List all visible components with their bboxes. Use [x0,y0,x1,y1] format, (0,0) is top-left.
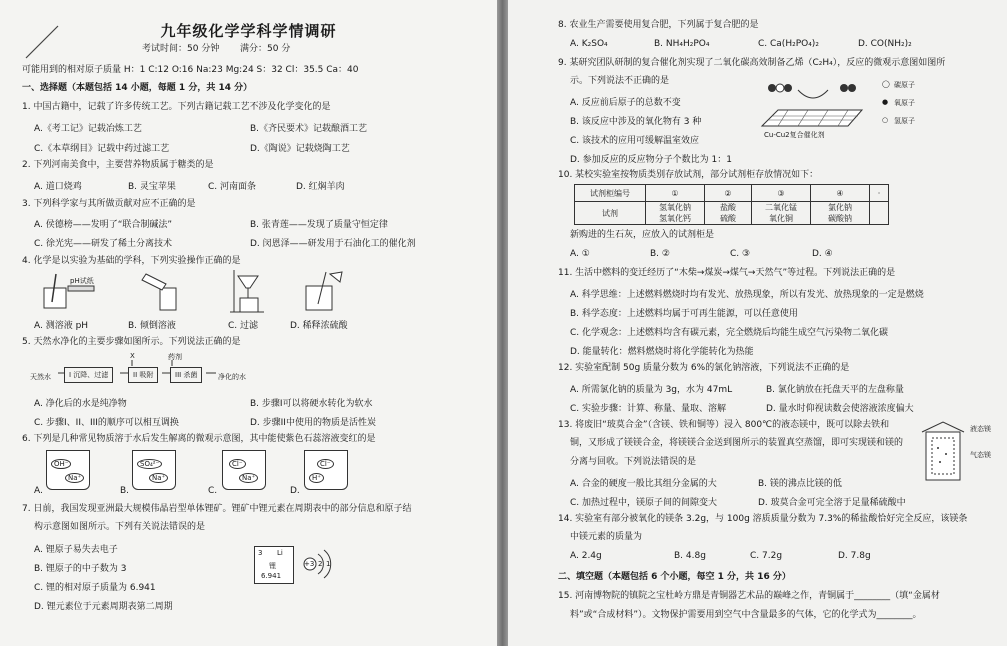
q10-cell-1 [646,202,705,225]
q5-input-x: X [130,352,135,360]
q2-option-c[interactable]: C. 河南面条 [208,182,257,192]
q3-option-a[interactable]: A. 侯德榜——发明了“联合制碱法” [34,220,173,230]
q12-option-a[interactable]: A. 所需氯化钠的质量为 3g，水为 47mL [570,385,733,395]
q1-option-b[interactable]: B.《齐民要术》记载酿酒工艺 [250,124,368,134]
q6-option-d[interactable]: D. [290,486,300,496]
q2-option-b[interactable]: B. 灵宝苹果 [128,182,176,192]
q15-stem-cont: 料”或“合成材料”）。文物保护需要用到空气中含量最多的气体，它的化学式为________。 [570,610,922,620]
q1-option-d[interactable]: D.《陶说》记载烧陶工艺 [250,144,350,154]
q11-option-a[interactable]: A. 科学思维：上述燃料燃烧时均有发光、放热现象，所以有发光、放热现象的一定是燃烧 [570,290,924,300]
q10-cell-extra [870,202,889,225]
q10-header-label: 试剂柜编号 [575,185,646,202]
q2-option-a[interactable]: A. 道口烧鸡 [34,182,82,192]
gas-mg-label: 气态镁 [970,451,991,459]
q13-option-b[interactable]: B. 镁的沸点比镁的低 [758,479,842,489]
q3-stem: 3. 下列科学家与其所做贡献对应不正确的是 [22,199,196,209]
lithium-name: 锂 [269,562,276,570]
q8-stem: 8. 农业生产需要使用复合肥，下列属于复合肥的是 [558,20,759,30]
q10-header-2: ② [705,185,752,202]
lithium-shell-2: 1 [326,560,331,568]
exam-title: 九年级化学学科学情调研 [160,22,337,40]
q6-b-ion-1: SO₄²⁻ [137,459,162,469]
q6-c-ion-2: Na⁺ [239,473,258,483]
q10-header-1: ① [646,185,705,202]
lithium-element-cell [254,546,294,584]
lithium-number: 3 [258,549,263,557]
q10-stem: 10. 某校实验室按物质类别存放试剂，部分试剂柜存放情况如下： [558,170,819,180]
q7-stem: 7. 日前，我国发现亚洲最大规模伟晶岩型单体锂矿。锂矿中锂元素在周期表中的部分信息和原子结 [22,504,412,514]
hydrogen-legend: 氢原子 [894,117,915,125]
filter-figure [228,268,268,314]
q10-option-a[interactable]: A. ① [570,249,590,259]
pouring-figure [140,270,190,312]
q13-option-d[interactable]: D. 玻莫合金可完全溶于足量稀硫酸中 [758,498,906,508]
lithium-mass: 6.941 [261,572,282,580]
q10-header-extra: · [870,185,889,202]
q5-stem: 5. 天然水净化的主要步骤如图所示。下列说法正确的是 [22,337,241,347]
q4-option-c[interactable]: C. 过滤 [228,321,259,331]
q6-a-ion-2: Na⁺ [65,473,84,483]
q5-option-a[interactable]: A. 净化后的水是纯净物 [34,399,127,409]
q10-table-row [575,202,889,225]
q5-option-b[interactable]: B. 步骤I可以将硬水转化为软水 [250,399,373,409]
q13-option-c[interactable]: C. 加热过程中，镁原子间的间隙变大 [570,498,718,508]
vacuum-distill-apparatus [918,420,968,484]
section1-heading: 一、选择题（本题包括 14 小题，每题 1 分，共 14 分） [22,83,253,93]
q9-option-b[interactable]: B. 该反应中涉及的氧化物有 3 种 [570,117,702,127]
q5-step-3: III 杀菌 [170,367,202,383]
q14-option-b[interactable]: B. 4.8g [674,551,706,561]
q11-option-d[interactable]: D. 能量转化：燃料燃烧时将化学能转化为热能 [570,347,754,357]
q6-option-b[interactable]: B. [120,486,130,496]
q10-row-label: 试剂 [575,202,646,225]
q9-stem-cont: 示。下列说法不正确的是 [570,76,670,86]
oxygen-legend-dot: ● [882,98,889,106]
q5-option-d[interactable]: D. 步骤II中使用的物质是活性炭 [250,418,376,428]
full-score: 满分：50 分 [240,44,291,54]
q10-cell-2-a: 盐酸 [720,203,736,212]
q10-header-3: ③ [752,185,811,202]
q4-option-b[interactable]: B. 倾倒溶液 [128,321,176,331]
q10-option-c[interactable]: C. ③ [730,249,751,259]
q7-option-c[interactable]: C. 锂的相对原子质量为 6.941 [34,583,156,593]
dilution-figure [300,270,346,312]
q10-cell-4-a: 氯化钠 [828,203,852,212]
q5-step-1: I 沉降、过滤 [64,367,113,383]
q10-stem-cont: 新购进的生石灰，应放入的试剂柜是 [570,230,715,240]
q8-option-d[interactable]: D. CO(NH₂)₂ [858,39,912,49]
q11-option-c[interactable]: C. 化学观念：上述燃料均含有碳元素，完全燃烧后均能生成空气污染物二氧化碳 [570,328,889,338]
ph-paper-label: pH试纸 [70,277,94,285]
q10-cell-2-b: 硫酸 [720,214,736,223]
q13-stem-cont: 铜，又形成了镁镁合金，将镁镁合金送到图所示的装置真空蒸馏，即可实现镁和镁的 [570,438,904,448]
section2-heading: 二、填空题（本题包括 6 个小题，每空 1 分，共 16 分） [558,572,791,582]
q9-stem: 9. 某研究团队研制的复合催化剂实现了二氧化碳高效制备乙烯（C₂H₄），反应的微观示意图如图所 [558,58,946,68]
q12-option-b[interactable]: B. 氯化钠放在托盘天平的左盘称量 [766,385,904,395]
q10-header-4: ④ [811,185,870,202]
q10-cell-2 [705,202,752,225]
q6-beaker-a [46,450,90,490]
q6-beaker-c [222,450,266,490]
q14-stem: 14. 实验室有部分被氧化的镁条 3.2g，与 100g 溶质质量分数为 7.3%的稀盐酸恰好完全反应，该镁条 [558,514,968,524]
q6-beaker-b [132,450,176,490]
q13-stem: 13. 将废旧“玻莫合金”（含镁、铁和铜等）浸入 800℃的液态镁中，既可以除去铁和 [558,420,890,430]
q14-option-d[interactable]: D. 7.8g [838,551,871,561]
q13-stem-cont2: 分离与回收。下列说法错误的是 [570,457,697,467]
q8-option-b[interactable]: B. NH₄H₂PO₄ [654,39,710,49]
q15-stem: 15. 河南博物院的镇院之宝杜岭方鼎是青铜器艺术品的巅峰之作，青铜属于________（填“金属材 [558,591,940,601]
q5-option-c[interactable]: C. 步骤I、II、III的顺序可以相互调换 [34,418,179,428]
q10-cell-3-b: 氧化铜 [769,214,793,223]
left-page [0,0,497,646]
oxygen-legend: 氧原子 [894,99,915,107]
q6-option-a[interactable]: A. [34,486,43,496]
q10-option-d[interactable]: D. ④ [812,249,833,259]
q10-cell-4 [811,202,870,225]
q10-cell-4-b: 碳酸钠 [828,214,852,223]
q11-stem: 11. 生活中燃料的变迁经历了“木柴→煤炭→煤气→天然气”等过程。下列说法正确的是 [558,268,896,278]
q12-option-c[interactable]: C. 实验步骤：计算、称量、量取、溶解 [570,404,727,414]
q2-option-d[interactable]: D. 红焖羊肉 [296,182,345,192]
q3-option-d[interactable]: D. 闵恩泽——研发用于石油化工的催化剂 [250,239,416,249]
q11-option-b[interactable]: B. 科学态度：上述燃料均属于可再生能源，可以任意使用 [570,309,798,319]
q3-option-c[interactable]: C. 徐光宪——研发了稀土分离技术 [34,239,173,249]
q10-cell-1-b: 氢氧化钙 [659,214,691,223]
q6-beaker-d [304,450,348,490]
q6-c-ion-1: Cl⁻ [229,459,246,469]
q2-stem: 2. 下列河南美食中，主要营养物质属于糖类的是 [22,160,214,170]
q3-option-b[interactable]: B. 张青莲——发现了质量守恒定律 [250,220,388,230]
q6-option-c[interactable]: C. [208,486,218,496]
lithium-symbol: Li [277,549,283,557]
q9-option-d[interactable]: D. 参加反应的反应物分子个数比为 1：1 [570,155,732,165]
exam-time: 考试时间：50 分钟 [142,44,220,54]
q5-flow-source: 天然水 [30,373,51,381]
q6-b-ion-2: Na⁺ [149,473,168,483]
q14-option-c[interactable]: C. 7.2g [750,551,783,561]
q10-cell-1-a: 氢氧化钠 [659,203,691,212]
q7-option-a[interactable]: A. 锂原子易失去电子 [34,545,118,555]
q14-stem-cont: 中镁元素的质量为 [570,532,643,542]
q10-table-header-row [575,185,889,202]
q8-option-c[interactable]: C. Ca(H₂PO₄)₂ [758,39,819,49]
q4-stem: 4. 化学是以实验为基础的学科，下列实验操作正确的是 [22,256,241,266]
q1-stem: 1. 中国古籍中，记载了许多传统工艺。下列古籍记载工艺不涉及化学变化的是 [22,102,331,112]
q1-option-c[interactable]: C.《本草纲目》记载中药过滤工艺 [34,144,170,154]
q10-cell-3-a: 二氧化锰 [765,203,797,212]
q12-option-d[interactable]: D. 量水时仰视读数会使溶液浓度偏大 [766,404,914,414]
q7-option-b[interactable]: B. 锂原子的中子数为 3 [34,564,127,574]
q6-a-ion-1: OH⁻ [51,459,71,469]
carbon-legend-dot: ◯ [882,80,890,88]
q1-option-a[interactable]: A.《考工记》记载冶炼工艺 [34,124,142,134]
q6-stem: 6. 下列是几种常见物质溶于水后发生解离的微观示意图，其中能使紫色石蕊溶液变红的是 [22,434,376,444]
lithium-shell-1: 2 [318,560,323,568]
atomic-masses: 可能用到的相对原子质量 H：1 C:12 O:16 Na:23 Mg:24 S：32 Cl：35.5 Ca：40 [22,65,359,75]
hydrogen-legend-dot: ○ [882,116,889,124]
q5-input-reagent: 药剂 [168,353,182,361]
q6-d-ion-1: Cl⁻ [317,459,334,469]
q12-stem: 12. 实验室配制 50g 质量分数为 6%的氯化钠溶液，下列说法不正确的是 [558,363,850,373]
q10-option-b[interactable]: B. ② [650,249,670,259]
q7-stem-cont: 构示意图如图所示。下列有关说法错误的是 [34,522,206,532]
liquid-mg-label: 液态镁 [970,425,991,433]
q10-table [574,184,889,225]
q4-option-a[interactable]: A. 测溶液 pH [34,321,89,331]
q10-cell-3 [752,202,811,225]
carbon-legend: 碳原子 [894,81,915,89]
q5-step-2: II 吸附 [128,367,158,383]
page-gutter [497,0,508,646]
q9-catalyst-caption: Cu-Cu2复合催化剂 [764,131,825,139]
q9-option-c[interactable]: C. 该技术的应用可缓解温室效应 [570,136,700,146]
q9-catalyst-diagram [758,76,868,138]
q7-option-d[interactable]: D. 锂元素位于元素周期表第二周期 [34,602,173,612]
lithium-nucleus: +3 [304,560,315,568]
q6-d-ion-2: H⁺ [309,473,324,483]
q9-option-a[interactable]: A. 反应前后原子的总数不变 [570,98,681,108]
q5-flow-result: 净化的水 [218,373,246,381]
right-page [508,0,1007,646]
q4-option-d[interactable]: D. 稀释浓硫酸 [290,321,348,331]
q14-option-a[interactable]: A. 2.4g [570,551,602,561]
q13-option-a[interactable]: A. 合金的硬度一般比其组分金属的大 [570,479,717,489]
q8-option-a[interactable]: A. K₂SO₄ [570,39,608,49]
